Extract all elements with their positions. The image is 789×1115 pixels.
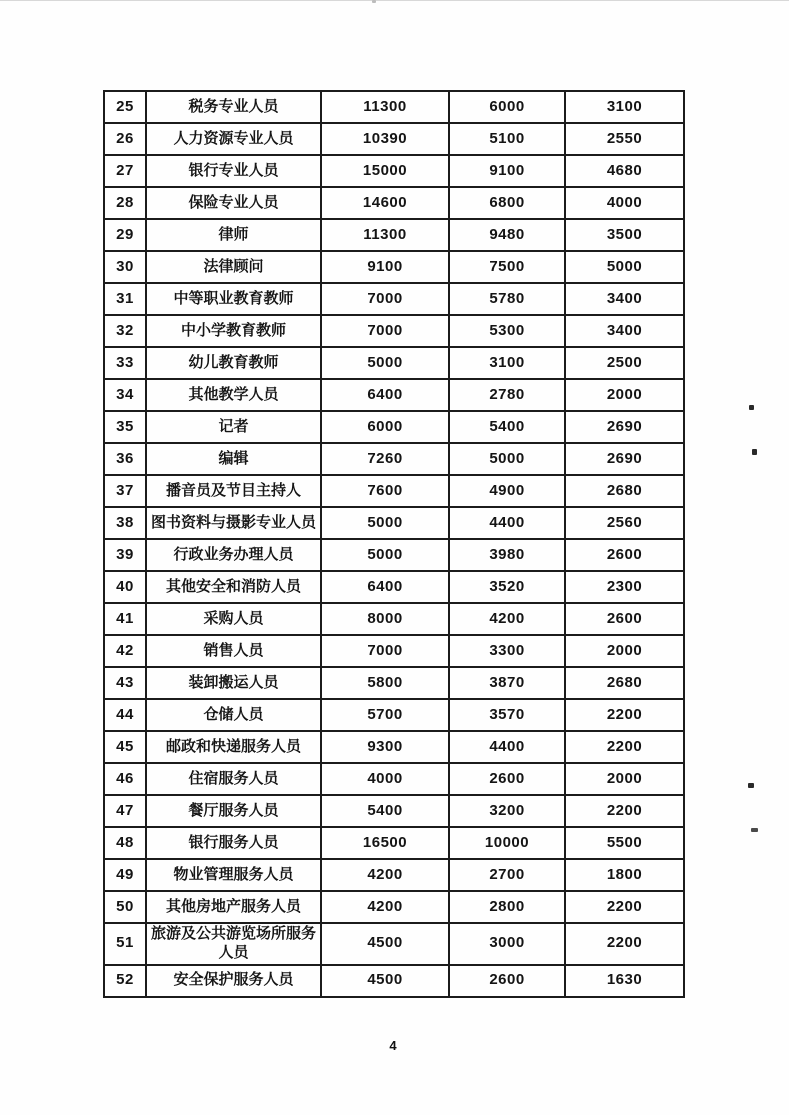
value-cell-2: 4900 [449,475,565,507]
occupation-name-cell: 银行服务人员 [146,827,321,859]
value-cell-2: 3980 [449,539,565,571]
table-row [104,347,684,379]
occupation-name-cell: 餐厅服务人员 [146,795,321,827]
scan-speck [751,828,758,832]
value-cell-2: 5000 [449,443,565,475]
value-cell-1: 7000 [321,283,449,315]
value-cell-1: 7000 [321,315,449,347]
occupation-name-cell: 其他教学人员 [146,379,321,411]
row-number-cell: 30 [104,251,146,283]
row-number-cell: 48 [104,827,146,859]
occupation-name-cell: 销售人员 [146,635,321,667]
value-cell-3: 2200 [565,923,684,965]
value-cell-1: 4500 [321,923,449,965]
value-cell-3: 2680 [565,475,684,507]
row-number-cell: 25 [104,91,146,123]
occupation-name-cell: 保险专业人员 [146,187,321,219]
value-cell-3: 2200 [565,699,684,731]
value-cell-1: 5000 [321,507,449,539]
table-row [104,411,684,443]
value-cell-2: 3000 [449,923,565,965]
value-cell-3: 2690 [565,443,684,475]
table-row [104,251,684,283]
value-cell-1: 14600 [321,187,449,219]
value-cell-3: 3500 [565,219,684,251]
row-number-cell: 29 [104,219,146,251]
table-row [104,603,684,635]
table-row [104,187,684,219]
value-cell-3: 2600 [565,603,684,635]
value-cell-1: 9100 [321,251,449,283]
table-row [104,859,684,891]
table-row [104,219,684,251]
occupation-name-cell: 幼儿教育教师 [146,347,321,379]
row-number-cell: 45 [104,731,146,763]
table-row [104,443,684,475]
occupation-name-cell: 邮政和快递服务人员 [146,731,321,763]
value-cell-2: 5100 [449,123,565,155]
value-cell-3: 2000 [565,635,684,667]
table-row [104,91,684,123]
value-cell-2: 3520 [449,571,565,603]
table-body [104,91,684,997]
value-cell-2: 3100 [449,347,565,379]
value-cell-3: 2200 [565,731,684,763]
table-row [104,475,684,507]
value-cell-3: 2500 [565,347,684,379]
value-cell-3: 3400 [565,283,684,315]
value-cell-3: 5500 [565,827,684,859]
table-row [104,923,684,965]
occupation-name-cell: 中等职业教育教师 [146,283,321,315]
row-number-cell: 41 [104,603,146,635]
value-cell-3: 3100 [565,91,684,123]
row-number-cell: 28 [104,187,146,219]
value-cell-1: 5000 [321,539,449,571]
value-cell-3: 4000 [565,187,684,219]
value-cell-2: 4400 [449,731,565,763]
value-cell-3: 2000 [565,763,684,795]
occupation-name-cell: 编辑 [146,443,321,475]
occupation-name-cell: 律师 [146,219,321,251]
row-number-cell: 27 [104,155,146,187]
table-row [104,667,684,699]
row-number-cell: 39 [104,539,146,571]
value-cell-1: 7000 [321,635,449,667]
row-number-cell: 46 [104,763,146,795]
row-number-cell: 47 [104,795,146,827]
value-cell-1: 4200 [321,891,449,923]
value-cell-1: 5400 [321,795,449,827]
value-cell-2: 9480 [449,219,565,251]
value-cell-2: 5400 [449,411,565,443]
row-number-cell: 34 [104,379,146,411]
row-number-cell: 38 [104,507,146,539]
value-cell-1: 16500 [321,827,449,859]
value-cell-3: 2680 [565,667,684,699]
value-cell-2: 2600 [449,965,565,997]
value-cell-3: 2550 [565,123,684,155]
occupation-name-cell: 图书资料与摄影专业人员 [146,507,321,539]
occupation-name-cell: 仓储人员 [146,699,321,731]
occupation-name-cell: 行政业务办理人员 [146,539,321,571]
row-number-cell: 33 [104,347,146,379]
value-cell-3: 2560 [565,507,684,539]
table-row [104,965,684,997]
value-cell-3: 2600 [565,539,684,571]
row-number-cell: 26 [104,123,146,155]
value-cell-2: 6800 [449,187,565,219]
occupation-name-cell: 装卸搬运人员 [146,667,321,699]
value-cell-1: 7260 [321,443,449,475]
value-cell-1: 9300 [321,731,449,763]
value-cell-1: 15000 [321,155,449,187]
value-cell-2: 3570 [449,699,565,731]
value-cell-1: 10390 [321,123,449,155]
value-cell-1: 4000 [321,763,449,795]
value-cell-1: 8000 [321,603,449,635]
table-row [104,507,684,539]
scan-edge-artifact [0,0,789,1]
value-cell-2: 6000 [449,91,565,123]
value-cell-1: 4200 [321,859,449,891]
occupation-name-cell: 播音员及节目主持人 [146,475,321,507]
value-cell-1: 5000 [321,347,449,379]
scan-speck [748,783,754,788]
value-cell-2: 2700 [449,859,565,891]
value-cell-3: 3400 [565,315,684,347]
page-number: 4 [389,1038,397,1053]
table-row [104,891,684,923]
value-cell-3: 4680 [565,155,684,187]
value-cell-2: 4200 [449,603,565,635]
table-row [104,155,684,187]
occupation-name-cell: 其他房地产服务人员 [146,891,321,923]
value-cell-3: 2690 [565,411,684,443]
value-cell-2: 2780 [449,379,565,411]
row-number-cell: 44 [104,699,146,731]
occupation-name-cell: 中小学教育教师 [146,315,321,347]
row-number-cell: 42 [104,635,146,667]
row-number-cell: 49 [104,859,146,891]
value-cell-3: 2000 [565,379,684,411]
value-cell-3: 2300 [565,571,684,603]
value-cell-2: 5300 [449,315,565,347]
row-number-cell: 31 [104,283,146,315]
value-cell-2: 2800 [449,891,565,923]
value-cell-2: 10000 [449,827,565,859]
value-cell-1: 11300 [321,91,449,123]
value-cell-2: 3200 [449,795,565,827]
occupation-name-cell: 旅游及公共游览场所服务人员 [146,923,321,965]
value-cell-3: 1800 [565,859,684,891]
occupation-wage-table [103,90,685,998]
occupation-name-cell: 其他安全和消防人员 [146,571,321,603]
value-cell-1: 6000 [321,411,449,443]
value-cell-2: 2600 [449,763,565,795]
occupation-name-cell: 银行专业人员 [146,155,321,187]
occupation-name-cell: 税务专业人员 [146,91,321,123]
occupation-name-cell: 采购人员 [146,603,321,635]
table-row [104,571,684,603]
value-cell-3: 1630 [565,965,684,997]
table-row [104,827,684,859]
table-row [104,315,684,347]
table-row [104,731,684,763]
row-number-cell: 36 [104,443,146,475]
occupation-name-cell: 住宿服务人员 [146,763,321,795]
scan-speck [752,449,757,455]
table-row [104,763,684,795]
row-number-cell: 35 [104,411,146,443]
row-number-cell: 40 [104,571,146,603]
value-cell-1: 6400 [321,571,449,603]
value-cell-2: 4400 [449,507,565,539]
value-cell-2: 3300 [449,635,565,667]
row-number-cell: 50 [104,891,146,923]
row-number-cell: 51 [104,923,146,965]
occupation-name-cell: 安全保护服务人员 [146,965,321,997]
occupation-name-cell: 人力资源专业人员 [146,123,321,155]
row-number-cell: 52 [104,965,146,997]
value-cell-1: 11300 [321,219,449,251]
scan-speck [372,0,376,3]
table-row [104,379,684,411]
occupation-name-cell: 物业管理服务人员 [146,859,321,891]
table-row [104,539,684,571]
value-cell-2: 7500 [449,251,565,283]
row-number-cell: 43 [104,667,146,699]
value-cell-3: 2200 [565,891,684,923]
table-row [104,123,684,155]
value-cell-1: 4500 [321,965,449,997]
value-cell-1: 5700 [321,699,449,731]
occupation-name-cell: 记者 [146,411,321,443]
table-row [104,795,684,827]
occupation-name-cell: 法律顾问 [146,251,321,283]
value-cell-1: 5800 [321,667,449,699]
value-cell-2: 9100 [449,155,565,187]
value-cell-1: 6400 [321,379,449,411]
table-row [104,283,684,315]
table-row [104,635,684,667]
value-cell-3: 5000 [565,251,684,283]
table-row [104,699,684,731]
row-number-cell: 37 [104,475,146,507]
value-cell-2: 3870 [449,667,565,699]
value-cell-1: 7600 [321,475,449,507]
value-cell-3: 2200 [565,795,684,827]
value-cell-2: 5780 [449,283,565,315]
row-number-cell: 32 [104,315,146,347]
scan-speck [749,405,754,410]
